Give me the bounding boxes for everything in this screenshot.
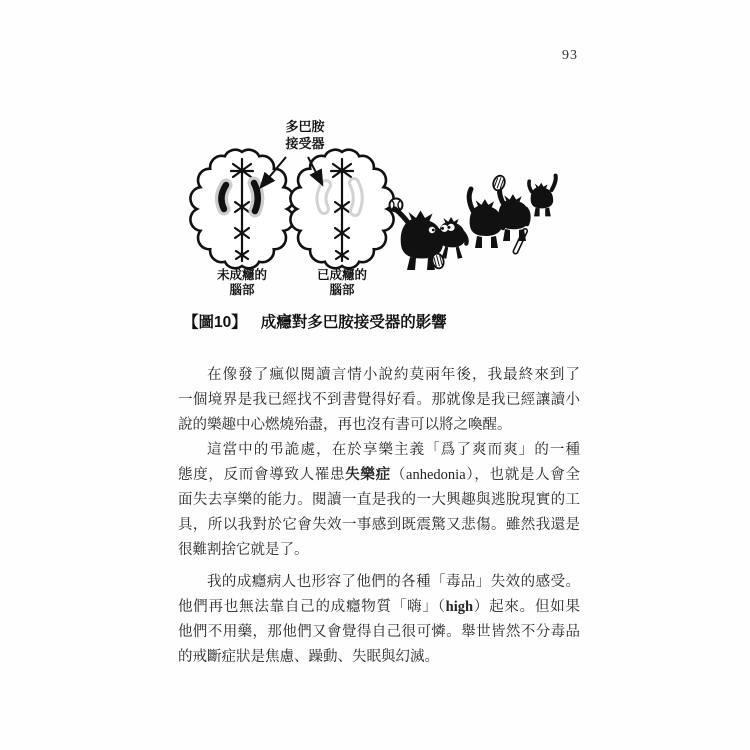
body-line — [178, 513, 580, 538]
body-line — [178, 438, 580, 463]
body-line — [178, 363, 580, 388]
body-line — [178, 413, 580, 438]
body-line — [178, 595, 580, 620]
text-segment: 說的樂趣中心燃燒殆盡，再也沒有書可以將之喚醒。 — [178, 417, 512, 433]
figure-10 — [180, 115, 580, 305]
left-brain-label: 未成癮的 腦部 — [216, 268, 267, 297]
text-segment: 在像發了瘋似閱讀言情小說約莫兩年後，我最終來到了 — [207, 367, 580, 383]
receptor-label-line1: 多巴胺 — [285, 119, 325, 134]
figure-caption-tag: 【圖10】 — [183, 314, 247, 331]
text-segment: 很難割捨它就是了。 — [178, 542, 309, 558]
mitt-icon — [491, 174, 506, 192]
body-line — [178, 488, 580, 513]
body-line — [178, 645, 580, 670]
text-segment: 他們不用藥，那他們又會覺得自己很可憐。舉世皆然不分毒品 — [178, 624, 580, 640]
right-brain-label: 已成癮的 腦部 — [316, 268, 367, 297]
body-line — [178, 570, 580, 595]
text-segment: （anhedonia），也就是人會全 — [390, 467, 580, 483]
paragraph — [178, 363, 580, 438]
figure-caption — [183, 310, 447, 332]
monster-jumping — [529, 176, 556, 217]
body-line — [178, 538, 580, 563]
body-line — [178, 463, 580, 488]
text-segment: 他們再也無法靠自己的成癮物質「嗨」（ — [178, 599, 446, 615]
text-segment: 具，所以我對於它會失效一事感到既震驚又悲傷。雖然我還是 — [178, 517, 580, 533]
page-number: 93 — [562, 48, 578, 63]
text-segment: ）起來。但如果 — [473, 599, 580, 615]
text-segment: 面失去享樂的能力。閱讀一直是我的一大興趣與逃脫現實的工 — [178, 492, 580, 508]
receptor-label-line2: 接受器 — [285, 136, 325, 151]
text-segment: 的戒斷症狀是焦慮、躁動、失眠與幻滅。 — [178, 649, 439, 665]
right-brain — [290, 150, 393, 268]
body-line — [178, 620, 580, 645]
text-segment: 態度，反而會導致人罹患 — [178, 467, 346, 483]
receptor-label — [255, 118, 355, 152]
text-segment: 一個境界是我已經找不到書覺得好看。那就像是我已經讓讀小 — [178, 392, 580, 408]
figure-caption-title: 成癮對多巴胺接受器的影響 — [260, 314, 447, 331]
paragraph — [178, 438, 580, 563]
body-text — [178, 363, 580, 670]
text-segment: 我的成癮病人也形容了他們的各種「毒品」失效的感受。 — [207, 574, 580, 590]
bold-term: 失樂症 — [345, 467, 391, 483]
paragraph — [178, 570, 580, 670]
monster-thrower — [395, 209, 445, 270]
bold-term: high — [445, 599, 474, 615]
body-line — [178, 388, 580, 413]
text-segment: 這當中的弔詭處，在於享樂主義「爲了爽而爽」的一種 — [207, 442, 580, 458]
dopamine-monsters — [390, 174, 556, 270]
monster-watcher — [439, 217, 467, 259]
